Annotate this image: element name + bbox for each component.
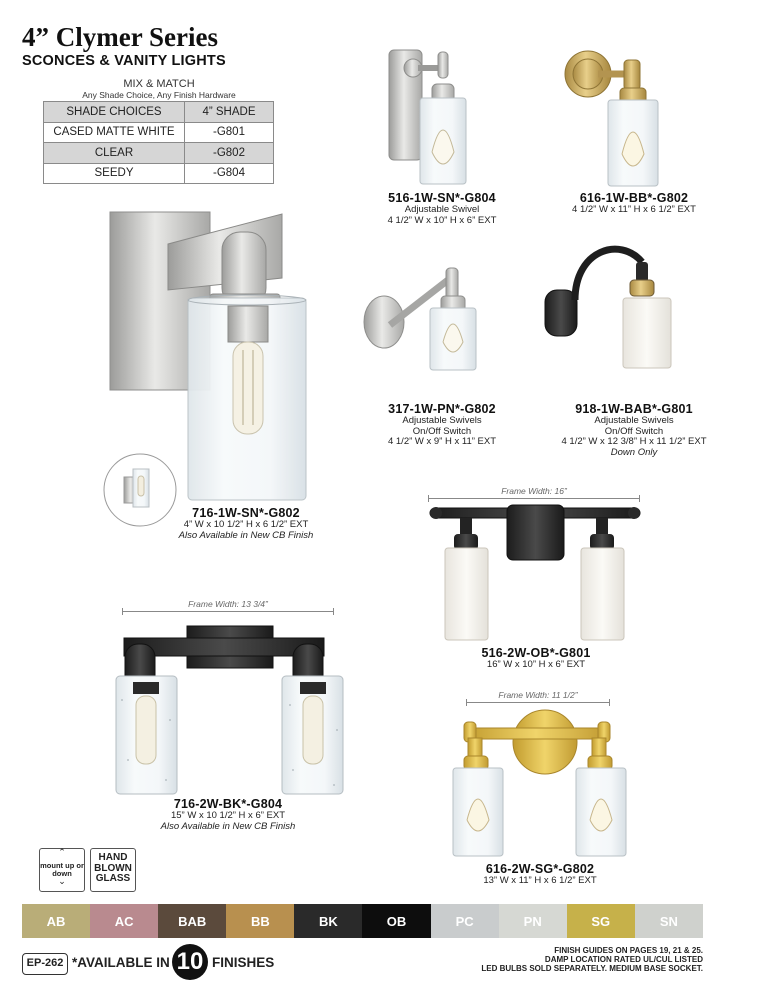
- product-918-1w-bab: [519, 402, 749, 459]
- frame-width-line: [466, 702, 610, 703]
- finish-swatch-ab: AB: [22, 904, 90, 938]
- table-cell: -G804: [185, 163, 274, 184]
- product-dimensions: 15” W x 10 1/2” H x 6” EXT: [170, 810, 286, 821]
- product-dimensions: 4 1/2” W x 11” H x 6 1/2” EXT: [572, 204, 696, 215]
- mix-match-subtitle: Any Shade Choice, Any Finish Hardware: [82, 90, 236, 100]
- footer-note: LED BULBS SOLD SEPARATELY. MEDIUM BASE SOCKET.: [481, 964, 703, 974]
- product-note: Down Only: [610, 446, 658, 458]
- product-516-1w-sn: [342, 191, 542, 226]
- available-in-label: *AVAILABLE IN: [72, 955, 170, 970]
- product-sku: 716-2W-BK*-G804: [173, 797, 283, 811]
- finish-swatch-sg: SG: [567, 904, 635, 938]
- finish-swatch-sn: SN: [635, 904, 703, 938]
- finish-swatch-bar: [22, 904, 703, 938]
- finish-swatch-ob: OB: [362, 904, 430, 938]
- product-dimensions: 4 1/2” W x 10” H x 6” EXT: [387, 214, 497, 226]
- fixture-516-2w-ob-image: [430, 505, 640, 640]
- page-subtitle: SCONCES & VANITY LIGHTS: [22, 53, 226, 69]
- product-sku: 616-2W-SG*-G802: [485, 862, 595, 876]
- finish-swatch-pc: PC: [431, 904, 499, 938]
- frame-width-label: Frame Width: 16”: [501, 486, 567, 496]
- finish-swatch-bab: BAB: [158, 904, 226, 938]
- frame-width-line: [428, 498, 640, 499]
- product-dimensions: 4 1/2” W x 12 3/8” H x 11 1/2” EXT: [561, 436, 707, 448]
- finishes-label: FINISHES: [212, 955, 275, 970]
- product-516-2w-ob: [436, 646, 636, 671]
- table-header-cell: 4” SHADE: [185, 102, 274, 123]
- fixture-616-1w-bb-image: [565, 51, 658, 186]
- fixture-616-2w-sg-image: [453, 710, 626, 856]
- fixture-716-2w-bk-image: [116, 626, 343, 794]
- product-sku: 516-1W-SN*-G804: [388, 191, 496, 205]
- product-note: Also Available in New CB Finish: [178, 529, 314, 541]
- footer-note: FINISH GUIDES ON PAGES 19, 21 & 25.: [554, 946, 703, 955]
- table-header-cell: SHADE CHOICES: [44, 102, 185, 123]
- frame-width-label: Frame Width: 11 1/2”: [498, 690, 578, 700]
- product-feature: Adjustable Swivel: [404, 204, 480, 215]
- finish-count-badge: 10: [172, 944, 208, 980]
- product-feature: On/Off Switch: [412, 425, 472, 437]
- footer-note: DAMP LOCATION RATED UL/CUL LISTED: [544, 955, 703, 965]
- page-title: 4” Clymer Series: [22, 22, 218, 52]
- product-dimensions: 4” W x 10 1/2” H x 6 1/2” EXT: [183, 519, 309, 530]
- fixture-516-1w-sn-image: [389, 50, 466, 184]
- product-dimensions: 13” W x 11” H x 6 1/2” EXT: [483, 875, 597, 886]
- product-716-1w-sn: [146, 506, 346, 541]
- table-cell: CASED MATTE WHITE: [44, 122, 185, 143]
- product-feature: Adjustable Swivels: [594, 415, 674, 426]
- table-cell: -G802: [185, 143, 274, 164]
- fixture-317-1w-pn-image: [364, 268, 476, 370]
- product-dimensions: 16” W x 10” H x 6” EXT: [486, 659, 586, 670]
- page-number: EP-262: [22, 953, 68, 975]
- product-feature: Adjustable Swivels: [402, 415, 482, 426]
- product-sku: 516-2W-OB*-G801: [481, 646, 591, 660]
- table-cell: -G801: [185, 122, 274, 143]
- finish-swatch-bk: BK: [294, 904, 362, 938]
- mount-badge-label: mount up or down: [40, 861, 84, 879]
- chevron-up-icon: ⌃: [58, 847, 66, 857]
- frame-width-line: [122, 611, 334, 612]
- badge-line: GLASS: [95, 873, 131, 884]
- product-sku: 918-1W-BAB*-G801: [575, 402, 693, 416]
- product-317-1w-pn: [342, 402, 542, 448]
- table-cell: CLEAR: [44, 143, 185, 164]
- badge-line: BLOWN: [94, 862, 132, 874]
- product-note: Also Available in New CB Finish: [160, 820, 296, 832]
- frame-width-label: Frame Width: 13 3/4”: [188, 599, 268, 609]
- product-616-1w-bb: [534, 191, 734, 216]
- mount-up-or-down-badge: [39, 848, 85, 892]
- product-sku: 716-1W-SN*-G802: [192, 506, 300, 520]
- finish-swatch-bb: BB: [226, 904, 294, 938]
- fixture-918-1w-bab-image: [545, 249, 671, 368]
- mix-match-title: MIX & MATCH: [123, 78, 195, 90]
- product-sku: 317-1W-PN*-G802: [388, 402, 496, 416]
- finish-swatch-pn: PN: [499, 904, 567, 938]
- badge-line: HAND: [98, 852, 128, 863]
- chevron-down-icon: ⌄: [58, 875, 66, 886]
- product-716-2w-bk: [128, 797, 328, 832]
- product-616-2w-sg: [440, 862, 640, 887]
- product-feature: On/Off Switch: [604, 425, 664, 437]
- product-dimensions: 4 1/2” W x 9” H x 11” EXT: [387, 436, 497, 448]
- product-sku: 616-1W-BB*-G802: [579, 191, 689, 205]
- table-cell: SEEDY: [44, 163, 185, 184]
- footer-notes: [481, 946, 703, 974]
- finish-swatch-ac: AC: [90, 904, 158, 938]
- hand-blown-glass-badge: [90, 848, 136, 892]
